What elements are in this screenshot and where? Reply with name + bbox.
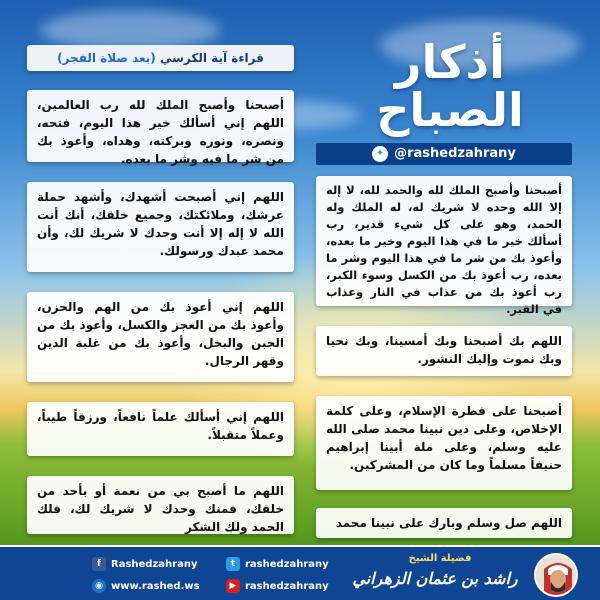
dhikr-text: أصبحنا وأصبح الملك لله والحمد لله، لا إله إلا الله وحده لا شريك له، له الملك وله الحمد، وهو على كل شيء قدير، رب أسألك خير ما في هذا اليوم وخير ما بعده، وأعوذ بك من شر ما في هذا اليوم وشر ما بعده، رب أعوذ بك من الكسل وسوء الكبر، رب أعوذ بك من عذاب في النار وعذاب في القبر. [326,183,562,316]
facebook-link[interactable] [92,557,197,571]
twitter-icon: t [226,557,240,571]
dhikr-text: اللهم صل وسلم وبارك على نبينا محمد [335,516,562,530]
twitter-link[interactable] [226,557,329,571]
page-title-line2: الصباح [376,83,524,137]
footer-bar [0,545,600,600]
dhikr-card [27,182,294,272]
dhikr-card [316,508,572,538]
dhikr-card [27,402,294,456]
page-title-line1: أذكار [395,35,505,89]
sheikh-label: فضيلة الشيخ [408,553,472,564]
ayat-alkursi-note [27,45,294,71]
ayat-alkursi-text: قراءة آية الكرسي [159,51,264,65]
dhikr-card [27,476,294,534]
dhikr-text: اللهم ما أصبح بي من نعمة أو بأحد من خلقك، فمنك وحدك لا شريك لك، فلك الحمد ولك الشكر [37,484,284,534]
website-link[interactable] [92,579,200,593]
facebook-icon: f [92,557,106,571]
dhikr-text: أصبحنا وأصبح الملك لله رب العالمين، اللهم إني أسألك خير هذا اليوم، فتحه، ونصره، ونوره وبركته، وهداه، وأعوذ بك من شر ما فيه وشر ما بعده. [37,98,284,166]
sheikh-name: راشد بن عثمان الزهراني [352,569,518,588]
dhikr-text: اللهم إني أعوذ بك من الهم والحزن، وأعوذ بك من العجز والكسل، وأعوذ بك من الجبن والبخل، وأعوذ بك من غلبة الدين وقهر الرجال. [37,300,284,368]
dhikr-text: اللهم إني أسألك علماً نافعاً، ورزقاً طيباً، وعملاً متقبلاً. [37,410,284,442]
globe-icon: ◉ [92,579,106,593]
dhikr-card [27,292,294,382]
dhikr-card [316,176,572,316]
dhikr-card [27,90,294,166]
dhikr-text: اللهم إني أصبحت أشهدك، وأشهد حملة عرشك، وملائكتك، وجميع خلقك، أنك أنت الله لا إله إلا أنت وحدك لا شريك لك، وأن محمد عبدك ورسولك. [37,190,284,258]
sheikh-avatar [534,553,578,597]
cloud-decoration [40,10,220,50]
twitter-handle-bar[interactable] [316,143,572,165]
dhikr-card [316,326,572,376]
youtube-link[interactable] [226,579,329,593]
twitter-bird-icon: ✦ [372,146,388,162]
youtube-handle: rashedzahrany [245,580,329,592]
website-url: www.rashed.ws [111,580,200,592]
facebook-handle: Rashedzahrany [111,558,198,570]
dhikr-card [316,396,572,490]
ayat-alkursi-highlight: (بعد صلاة الفجر) [57,51,156,65]
twitter-footer-handle: rashedzahrany [245,558,329,570]
dhikr-text: أصبحنا على فطرة الإسلام، وعلى كلمة الإخلاص، وعلى دين نبينا محمد صلى الله عليه وسلم، وعلى ملة أبينا إبراهيم حنيفاً مسلماً وما كان من المشركين. [326,404,562,472]
sheikh-portrait-icon [536,555,578,597]
youtube-icon: ▶ [226,579,240,593]
twitter-handle: @rashedzahrany [394,146,516,161]
dhikr-text: اللهم بك أصبحنا وبك أمسينا، وبك نحيا وبك نموت وإليك النشور. [326,334,562,366]
